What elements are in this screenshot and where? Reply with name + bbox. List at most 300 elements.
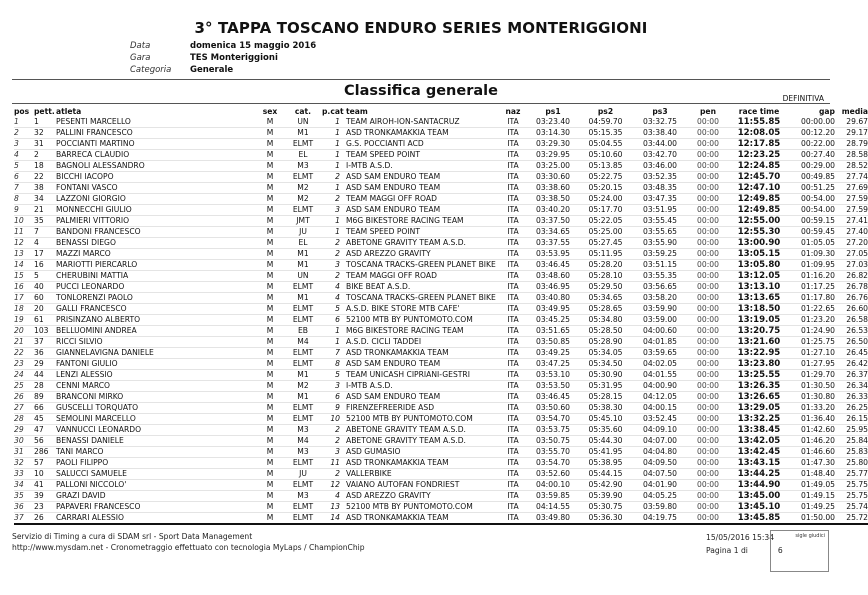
cell-ps2: 05:34.80: [578, 315, 633, 326]
cell-athlete: PALMIERI VITTORIO: [56, 216, 256, 227]
cell-pos: 8: [14, 194, 34, 205]
cell-team: VALLERBIKE: [346, 469, 498, 480]
cell-sex: M: [256, 502, 284, 513]
cell-sex: M: [256, 337, 284, 348]
cell-cat: ELMT: [284, 502, 322, 513]
cell-nation: ITA: [498, 326, 528, 337]
cell-ps3: 03:55.90: [633, 238, 687, 249]
cell-race-time: 13:22.95: [729, 348, 789, 359]
cell-team: ASD TRONKAMAKKIA TEAM: [346, 128, 498, 139]
cell-sex: M: [256, 436, 284, 447]
cell-ps2: 05:28.50: [578, 326, 633, 337]
cell-ps2: 05:38.30: [578, 403, 633, 414]
cell-race-time: 11:55.85: [729, 117, 789, 128]
cell-sex: M: [256, 513, 284, 525]
cell-pcat: 2: [322, 238, 346, 249]
cell-bib: 36: [34, 348, 56, 359]
col-ps1: ps1: [545, 106, 561, 116]
cell-pcat: 8: [322, 359, 346, 370]
document-title: 3° TAPPA TOSCANO ENDURO SERIES MONTERIGGIONI: [194, 19, 648, 37]
cell-ps3: 03:52.35: [633, 172, 687, 183]
cell-nation: ITA: [498, 458, 528, 469]
cell-gap: 00:29.00: [789, 161, 835, 172]
cell-cat: JU: [284, 469, 322, 480]
cell-media: 26.45: [835, 348, 868, 359]
cell-nation: ITA: [498, 337, 528, 348]
cell-athlete: PUCCI LEONARDO: [56, 282, 256, 293]
print-datetime: 15/05/2016 15:34: [706, 533, 775, 542]
cell-ps2: 05:28.10: [578, 271, 633, 282]
cell-pcat: 2: [322, 249, 346, 260]
cell-athlete: LENZI ALESSIO: [56, 370, 256, 381]
cell-ps1: 03:53.75: [528, 425, 578, 436]
cell-pen: 00:00: [687, 139, 729, 150]
cell-athlete: GUSCELLI TORQUATO: [56, 403, 256, 414]
table-row: [14, 216, 868, 227]
cell-nation: ITA: [498, 491, 528, 502]
cell-ps2: 05:38.95: [578, 458, 633, 469]
cell-pcat: 14: [322, 513, 346, 525]
cell-pos: 4: [14, 150, 34, 161]
table-row: [14, 205, 868, 216]
cell-pos: 16: [14, 282, 34, 293]
cell-team: FIRENZEFREERIDE ASD: [346, 403, 498, 414]
cell-pen: 00:00: [687, 315, 729, 326]
cell-pos: 33: [14, 469, 34, 480]
cell-pos: 27: [14, 403, 34, 414]
cell-bib: 35: [34, 216, 56, 227]
cell-ps1: 03:38.60: [528, 183, 578, 194]
cell-pen: 00:00: [687, 161, 729, 172]
cell-ps3: 03:59.90: [633, 304, 687, 315]
cell-gap: 00:22.00: [789, 139, 835, 150]
cell-cat: M1: [284, 260, 322, 271]
cell-bib: 89: [34, 392, 56, 403]
cell-pen: 00:00: [687, 436, 729, 447]
cell-pen: 00:00: [687, 271, 729, 282]
cell-race-time: 12:55.30: [729, 227, 789, 238]
cell-media: 25.83: [835, 447, 868, 458]
table-row: [14, 403, 868, 414]
cell-gap: 01:24.90: [789, 326, 835, 337]
cell-athlete: PALLINI FRANCESCO: [56, 128, 256, 139]
cell-ps2: 05:25.00: [578, 227, 633, 238]
cell-ps2: 05:36.30: [578, 513, 633, 525]
cell-ps3: 04:01.90: [633, 480, 687, 491]
cell-team: VAIANO AUTOFAN FONDRIEST: [346, 480, 498, 491]
footer-timing-credit: Servizio di Timing a cura di SDAM srl - Sport Data Management: [12, 532, 253, 541]
cell-bib: 66: [34, 403, 56, 414]
cell-media: 28.52: [835, 161, 868, 172]
cell-athlete: FANTONI GIULIO: [56, 359, 256, 370]
cell-cat: M1: [284, 370, 322, 381]
cell-ps1: 03:46.45: [528, 392, 578, 403]
cell-ps1: 03:23.40: [528, 117, 578, 128]
cell-pos: 35: [14, 491, 34, 502]
cell-ps3: 04:02.05: [633, 359, 687, 370]
cell-ps3: 04:00.90: [633, 381, 687, 392]
cell-race-time: 12:23.25: [729, 150, 789, 161]
cell-pos: 3: [14, 139, 34, 150]
page-label: Pagina 1 di: [706, 546, 748, 555]
cell-pen: 00:00: [687, 172, 729, 183]
cell-pcat: 3: [322, 260, 346, 271]
cell-pcat: 2: [322, 172, 346, 183]
cell-ps3: 04:12.05: [633, 392, 687, 403]
cell-race-time: 13:13.10: [729, 282, 789, 293]
judges-label: sigle giudici: [795, 533, 825, 539]
cell-gap: 01:50.00: [789, 513, 835, 525]
cell-sex: M: [256, 392, 284, 403]
table-row: [14, 447, 868, 458]
cell-ps2: 05:28.65: [578, 304, 633, 315]
col-race-time: race time: [738, 106, 780, 116]
cell-ps3: 03:32.75: [633, 117, 687, 128]
cell-bib: 45: [34, 414, 56, 425]
cell-race-time: 13:42.45: [729, 447, 789, 458]
cell-bib: 31: [34, 139, 56, 150]
cell-media: 25.77: [835, 469, 868, 480]
cell-ps2: 05:41.95: [578, 447, 633, 458]
cell-gap: 01:49.15: [789, 491, 835, 502]
cell-ps2: 05:11.95: [578, 249, 633, 260]
cell-gap: 01:09.30: [789, 249, 835, 260]
cell-sex: M: [256, 139, 284, 150]
cell-media: 26.82: [835, 271, 868, 282]
col-pen: pen: [700, 106, 716, 116]
cell-team: M6G BIKESTORE RACING TEAM: [346, 216, 498, 227]
table-row: [14, 414, 868, 425]
cell-pen: 00:00: [687, 480, 729, 491]
cell-pcat: 3: [322, 447, 346, 458]
cell-bib: 40: [34, 282, 56, 293]
meta-value: domenica 15 maggio 2016: [190, 41, 317, 51]
cell-bib: 61: [34, 315, 56, 326]
cell-athlete: BENASSI DANIELE: [56, 436, 256, 447]
cell-cat: ELMT: [284, 315, 322, 326]
cell-media: 28.58: [835, 150, 868, 161]
cell-race-time: 13:44.90: [729, 480, 789, 491]
cell-gap: 00:59.45: [789, 227, 835, 238]
cell-ps3: 03:51.95: [633, 205, 687, 216]
cell-bib: 26: [34, 513, 56, 525]
cell-pos: 26: [14, 392, 34, 403]
cell-bib: 7: [34, 227, 56, 238]
cell-cat: ELMT: [284, 414, 322, 425]
cell-media: 28.79: [835, 139, 868, 150]
cell-ps1: 03:29.95: [528, 150, 578, 161]
cell-race-time: 12:47.10: [729, 183, 789, 194]
cell-pos: 2: [14, 128, 34, 139]
cell-pen: 00:00: [687, 458, 729, 469]
cell-media: 27.74: [835, 172, 868, 183]
cell-athlete: SALUCCI SAMUELE: [56, 469, 256, 480]
cell-ps1: 03:46.95: [528, 282, 578, 293]
cell-nation: ITA: [498, 392, 528, 403]
cell-sex: M: [256, 491, 284, 502]
cell-ps2: 05:39.90: [578, 491, 633, 502]
table-row: [14, 513, 868, 525]
cell-cat: M1: [284, 128, 322, 139]
cell-athlete: BELLUOMINI ANDREA: [56, 326, 256, 337]
cell-pen: 00:00: [687, 447, 729, 458]
cell-team: ASD SAM ENDURO TEAM: [346, 392, 498, 403]
cell-nation: ITA: [498, 117, 528, 128]
cell-pen: 00:00: [687, 150, 729, 161]
cell-ps1: 03:38.50: [528, 194, 578, 205]
cell-sex: M: [256, 205, 284, 216]
cell-ps1: 03:50.75: [528, 436, 578, 447]
cell-ps1: 03:48.60: [528, 271, 578, 282]
cell-pos: 23: [14, 359, 34, 370]
cell-ps1: 03:45.25: [528, 315, 578, 326]
cell-athlete: PESENTI MARCELLO: [56, 117, 256, 128]
cell-ps1: 03:49.95: [528, 304, 578, 315]
cell-pos: 34: [14, 480, 34, 491]
cell-nation: ITA: [498, 128, 528, 139]
cell-pos: 37: [14, 513, 34, 525]
cell-media: 25.84: [835, 436, 868, 447]
cell-cat: ELMT: [284, 403, 322, 414]
cell-athlete: MARIOTTI PIERCARLO: [56, 260, 256, 271]
cell-ps1: 03:54.70: [528, 458, 578, 469]
cell-nation: ITA: [498, 315, 528, 326]
cell-gap: 01:33.20: [789, 403, 835, 414]
cell-gap: 01:49.25: [789, 502, 835, 513]
cell-nation: ITA: [498, 293, 528, 304]
cell-race-time: 13:18.50: [729, 304, 789, 315]
cell-media: 26.50: [835, 337, 868, 348]
cell-team: BIKE BEAT A.S.D.: [346, 282, 498, 293]
cell-pos: 7: [14, 183, 34, 194]
cell-ps3: 03:59.65: [633, 348, 687, 359]
cell-athlete: PALLONI NICCOLO': [56, 480, 256, 491]
cell-sex: M: [256, 304, 284, 315]
cell-sex: M: [256, 403, 284, 414]
cell-race-time: 12:49.85: [729, 205, 789, 216]
cell-pos: 20: [14, 326, 34, 337]
cell-nation: ITA: [498, 282, 528, 293]
table-row: [14, 315, 868, 326]
cell-pcat: 5: [322, 370, 346, 381]
footer-website-credit: http://www.mysdam.net - Cronometraggio effettuato con tecnologia MyLaps / ChampionChip: [12, 543, 365, 552]
cell-athlete: FONTANI VASCO: [56, 183, 256, 194]
col-nation: naz: [505, 106, 521, 116]
cell-media: 29.67: [835, 117, 868, 128]
cell-pen: 00:00: [687, 469, 729, 480]
cell-pcat: 5: [322, 304, 346, 315]
cell-nation: ITA: [498, 150, 528, 161]
cell-sex: M: [256, 128, 284, 139]
cell-pcat: 13: [322, 502, 346, 513]
cell-athlete: BICCHI IACOPO: [56, 172, 256, 183]
cell-ps3: 03:47.35: [633, 194, 687, 205]
cell-media: 26.58: [835, 315, 868, 326]
cell-pcat: 1: [322, 183, 346, 194]
table-row: [14, 260, 868, 271]
cell-bib: 20: [34, 304, 56, 315]
cell-sex: M: [256, 326, 284, 337]
cell-team: ABETONE GRAVITY TEAM A.S.D.: [346, 425, 498, 436]
cell-ps3: 04:00.60: [633, 326, 687, 337]
cell-race-time: 13:00.90: [729, 238, 789, 249]
cell-gap: 01:49.05: [789, 480, 835, 491]
cell-sex: M: [256, 194, 284, 205]
cell-ps1: 03:49.80: [528, 513, 578, 525]
table-row: [14, 458, 868, 469]
table-row: [14, 183, 868, 194]
cell-pos: 5: [14, 161, 34, 172]
cell-pcat: 1: [322, 326, 346, 337]
table-row: [14, 161, 868, 172]
cell-ps1: 03:49.25: [528, 348, 578, 359]
cell-gap: 01:27.95: [789, 359, 835, 370]
cell-ps1: 03:53.95: [528, 249, 578, 260]
cell-pen: 00:00: [687, 403, 729, 414]
cell-ps3: 03:59.80: [633, 502, 687, 513]
cell-athlete: POCCIANTI MARTINO: [56, 139, 256, 150]
cell-cat: M3: [284, 425, 322, 436]
cell-bib: 22: [34, 172, 56, 183]
cell-gap: 01:46.60: [789, 447, 835, 458]
meta-row-date: [130, 40, 316, 52]
cell-cat: M2: [284, 381, 322, 392]
cell-race-time: 13:43.15: [729, 458, 789, 469]
cell-team: TEAM AIROH-ION-SANTACRUZ: [346, 117, 498, 128]
cell-sex: M: [256, 282, 284, 293]
cell-cat: EL: [284, 150, 322, 161]
cell-bib: 10: [34, 469, 56, 480]
cell-race-time: 12:55.00: [729, 216, 789, 227]
cell-athlete: GALLI FRANCESCO: [56, 304, 256, 315]
cell-pcat: 2: [322, 425, 346, 436]
cell-media: 26.33: [835, 392, 868, 403]
cell-pcat: 1: [322, 150, 346, 161]
cell-ps2: 05:30.90: [578, 370, 633, 381]
cell-ps2: 05:27.45: [578, 238, 633, 249]
cell-team: ASD SAM ENDURO TEAM: [346, 183, 498, 194]
cell-media: 27.41: [835, 216, 868, 227]
cell-pcat: 1: [322, 161, 346, 172]
cell-ps3: 03:46.00: [633, 161, 687, 172]
cell-gap: 00:00.00: [789, 117, 835, 128]
cell-ps2: 05:20.15: [578, 183, 633, 194]
table-row: [14, 491, 868, 502]
cell-race-time: 13:26.65: [729, 392, 789, 403]
cell-pos: 6: [14, 172, 34, 183]
cell-gap: 01:30.50: [789, 381, 835, 392]
cell-nation: ITA: [498, 480, 528, 491]
cell-athlete: BANDONI FRANCESCO: [56, 227, 256, 238]
cell-media: 27.03: [835, 260, 868, 271]
table-row: [14, 150, 868, 161]
cell-nation: ITA: [498, 381, 528, 392]
cell-media: 27.40: [835, 227, 868, 238]
cell-sex: M: [256, 348, 284, 359]
cell-race-time: 13:44.25: [729, 469, 789, 480]
cell-nation: ITA: [498, 249, 528, 260]
cell-cat: ELMT: [284, 304, 322, 315]
cell-ps3: 04:19.75: [633, 513, 687, 525]
cell-team: M6G BIKESTORE RACING TEAM: [346, 326, 498, 337]
cell-pcat: 12: [322, 480, 346, 491]
meta-row-race: [130, 52, 316, 64]
cell-bib: 16: [34, 260, 56, 271]
cell-bib: 28: [34, 381, 56, 392]
cell-bib: 38: [34, 183, 56, 194]
cell-athlete: BAGNOLI ALESSANDRO: [56, 161, 256, 172]
cell-athlete: RICCI SILVIO: [56, 337, 256, 348]
cell-pen: 00:00: [687, 359, 729, 370]
cell-ps3: 04:05.25: [633, 491, 687, 502]
cell-nation: ITA: [498, 348, 528, 359]
cell-ps2: 05:35.60: [578, 425, 633, 436]
cell-ps2: 05:24.00: [578, 194, 633, 205]
cell-pos: 28: [14, 414, 34, 425]
cell-bib: 39: [34, 491, 56, 502]
cell-cat: ELMT: [284, 458, 322, 469]
cell-pen: 00:00: [687, 249, 729, 260]
cell-media: 25.95: [835, 425, 868, 436]
cell-team: ASD AREZZO GRAVITY: [346, 249, 498, 260]
cell-gap: 01:42.60: [789, 425, 835, 436]
cell-race-time: 12:08.05: [729, 128, 789, 139]
cell-athlete: SEMOLINI MARCELLO: [56, 414, 256, 425]
cell-pos: 17: [14, 293, 34, 304]
cell-ps3: 03:38.40: [633, 128, 687, 139]
cell-ps1: 03:53.50: [528, 381, 578, 392]
cell-team: TEAM SPEED POINT: [346, 150, 498, 161]
cell-pcat: 4: [322, 282, 346, 293]
col-pos: pos: [14, 106, 30, 116]
cell-ps1: 03:47.25: [528, 359, 578, 370]
cell-bib: 57: [34, 458, 56, 469]
table-row: [14, 227, 868, 238]
cell-sex: M: [256, 381, 284, 392]
cell-pos: 11: [14, 227, 34, 238]
cell-media: 27.59: [835, 205, 868, 216]
table-row: [14, 194, 868, 205]
cell-ps1: 03:55.70: [528, 447, 578, 458]
cell-sex: M: [256, 359, 284, 370]
cell-team: I-MTB A.S.D.: [346, 161, 498, 172]
cell-ps2: 05:22.75: [578, 172, 633, 183]
cell-race-time: 13:45.00: [729, 491, 789, 502]
cell-media: 26.34: [835, 381, 868, 392]
cell-sex: M: [256, 227, 284, 238]
cell-cat: JU: [284, 227, 322, 238]
cell-gap: 01:30.80: [789, 392, 835, 403]
cell-ps3: 04:01.55: [633, 370, 687, 381]
table-row: [14, 282, 868, 293]
cell-pos: 15: [14, 271, 34, 282]
cell-team: TOSCANA TRACKS-GREEN PLANET BIKE: [346, 293, 498, 304]
cell-pcat: 2: [322, 271, 346, 282]
cell-pcat: 6: [322, 315, 346, 326]
cell-team: ASD SAM ENDURO TEAM: [346, 359, 498, 370]
cell-team: I-MTB A.S.D.: [346, 381, 498, 392]
cell-sex: M: [256, 293, 284, 304]
cell-cat: M3: [284, 161, 322, 172]
cell-nation: ITA: [498, 513, 528, 525]
cell-ps2: 05:30.75: [578, 502, 633, 513]
cell-gap: 01:36.40: [789, 414, 835, 425]
cell-gap: 01:22.65: [789, 304, 835, 315]
table-row: [14, 502, 868, 513]
cell-sex: M: [256, 370, 284, 381]
cell-gap: 01:29.70: [789, 370, 835, 381]
cell-pen: 00:00: [687, 304, 729, 315]
